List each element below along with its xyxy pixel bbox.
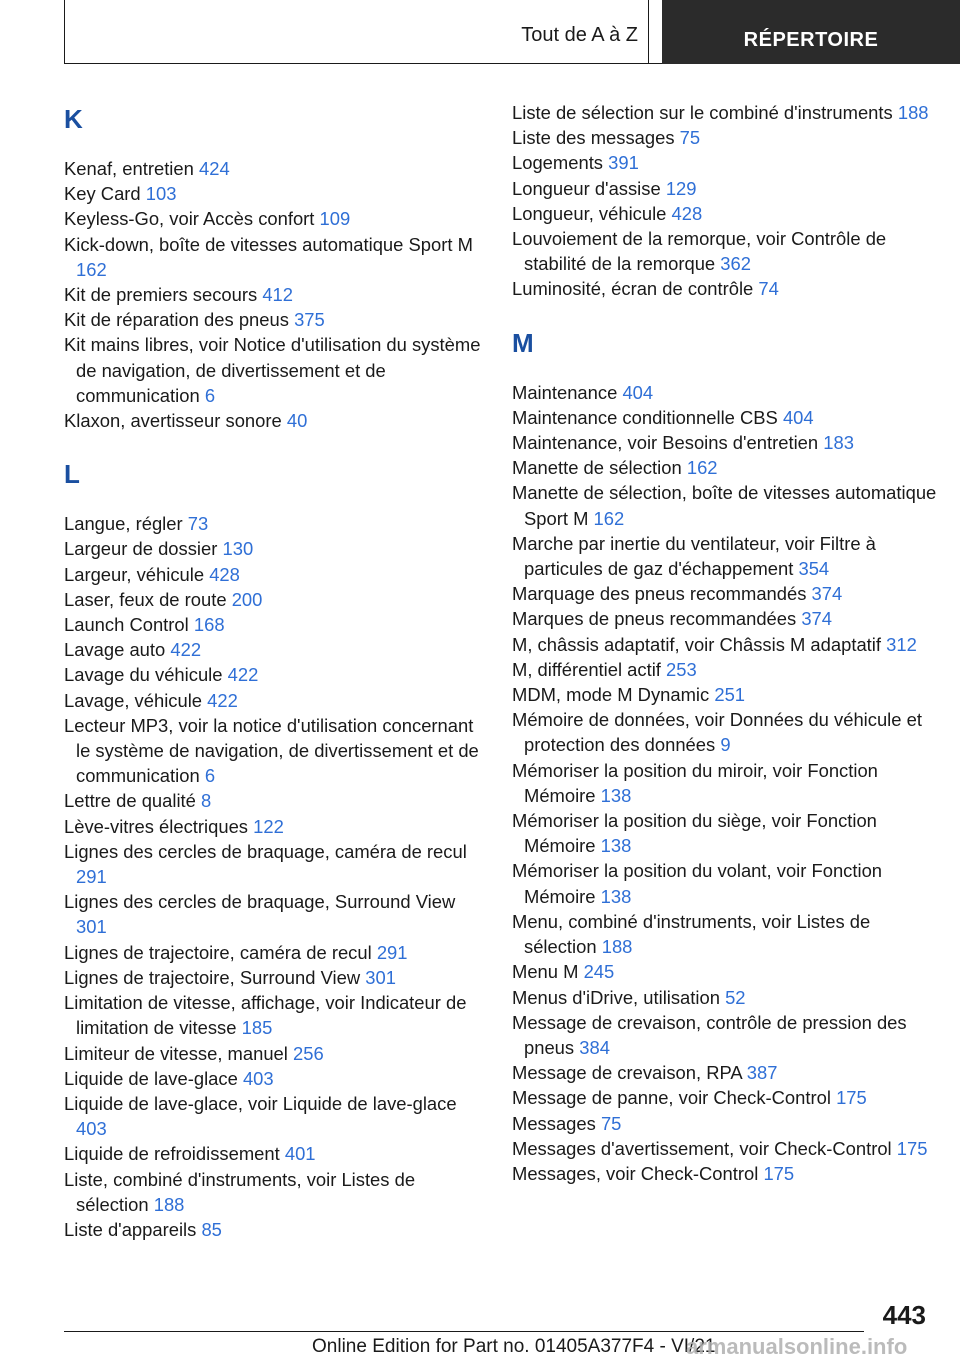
index-entry [512, 176, 942, 201]
index-entry-text: Marche par inertie du ventilateur, voir Filtre à particules de gaz d'échappement [512, 532, 876, 580]
index-entry [64, 1066, 484, 1091]
index-entry [64, 637, 484, 662]
index-entry [512, 1111, 942, 1136]
page-reference-link[interactable]: 103 [145, 183, 177, 205]
index-entry-text: Laser, feux de route [64, 588, 227, 610]
page-reference-link[interactable]: 40 [286, 410, 308, 432]
page-reference-link[interactable]: 401 [284, 1143, 316, 1165]
index-entry-text: Launch Control [64, 614, 189, 636]
index-entry-text: Lavage, véhicule [64, 689, 203, 711]
page-reference-link[interactable]: 129 [665, 177, 697, 199]
page-reference-link[interactable]: 375 [294, 309, 325, 331]
index-entry-text: Limiteur de vitesse, manuel [64, 1042, 288, 1064]
index-entry [64, 688, 484, 713]
page-reference-link[interactable]: 109 [319, 208, 351, 230]
page-reference-link[interactable]: 52 [725, 986, 746, 1008]
page-reference-link[interactable]: 256 [292, 1042, 324, 1064]
index-entry [512, 201, 942, 226]
page-reference-link[interactable]: 138 [600, 784, 632, 806]
page-reference-link[interactable]: 428 [671, 202, 703, 224]
index-entry-text: Menu, combiné d'instruments, voir Listes de sélection [512, 910, 871, 958]
index-entry-text: Message de crevaison, contrôle de pression des pneus [512, 1011, 907, 1058]
page-reference-link[interactable]: 428 [209, 563, 240, 585]
page-reference-link[interactable]: 85 [201, 1218, 222, 1240]
index-entry-text: Largeur de dossier [64, 538, 218, 560]
page-reference-link[interactable]: 301 [76, 916, 107, 938]
index-entry-text: Maintenance conditionnelle CBS [512, 406, 778, 428]
index-entry [512, 430, 942, 455]
header-rule-divider [648, 0, 649, 64]
index-entry-text: Messages [512, 1112, 596, 1134]
index-entry [512, 480, 942, 530]
page-reference-link[interactable]: 6 [204, 765, 216, 787]
page-reference-link[interactable]: 253 [666, 658, 697, 680]
index-entry-text: Menus d'iDrive, utilisation [512, 986, 720, 1008]
index-entry [512, 606, 942, 631]
page-reference-link[interactable]: 188 [601, 936, 633, 958]
index-entry-text: Liquide de lave-glace, voir Liquide de lave-glace [64, 1092, 457, 1114]
page-reference-link[interactable]: 362 [720, 253, 751, 275]
index-entry [64, 990, 484, 1040]
index-entry-text: Kit mains libres, voir Notice d'utilisation du système de navigation, de divertissement et de communication [64, 334, 481, 406]
page-reference-link[interactable]: 291 [376, 941, 408, 963]
index-entry [64, 1217, 484, 1242]
index-entry [64, 282, 484, 307]
index-entry [512, 1010, 942, 1060]
index-entry [512, 531, 942, 581]
index-entry-text: Liquide de refroidissement [64, 1143, 280, 1165]
index-entry [512, 455, 942, 480]
index-entry [512, 758, 942, 808]
index-entry-text: Marquage des pneus recommandés [512, 583, 807, 605]
index-entry [512, 100, 942, 125]
page-reference-link[interactable]: 9 [720, 734, 731, 756]
index-entry-text: Mémoriser la position du siège, voir Fonction Mémoire [512, 810, 877, 857]
index-entry [512, 808, 942, 858]
index-entry [512, 707, 942, 757]
page-reference-link[interactable]: 422 [170, 639, 202, 661]
page-reference-link[interactable]: 8 [201, 790, 212, 812]
index-entry-text: Mémoriser la position du volant, voir Fonction Mémoire [512, 860, 883, 907]
page-reference-link[interactable]: 74 [758, 278, 779, 300]
page-reference-link[interactable]: 183 [823, 432, 854, 454]
index-entry [512, 276, 942, 301]
header-rule-bottom [64, 63, 662, 64]
index-entry-text: Liquide de lave-glace [64, 1067, 238, 1089]
index-entry-text: MDM, mode M Dynamic [512, 684, 710, 706]
index-entry-text: Kenaf, entretien [64, 158, 194, 179]
index-entry [512, 1161, 942, 1186]
index-entry [512, 959, 942, 984]
page-reference-link[interactable]: 387 [746, 1062, 778, 1084]
index-entry-text: Lavage du véhicule [64, 664, 223, 686]
page-reference-link[interactable]: 168 [193, 614, 225, 636]
index-entry [64, 562, 484, 587]
index-entry-text: Kick-down, boîte de vitesses automatique Sport M [64, 233, 473, 255]
index-entry [64, 307, 484, 332]
page-reference-link[interactable]: 162 [76, 258, 107, 280]
page-reference-link[interactable]: 162 [593, 507, 625, 529]
page-reference-link[interactable]: 424 [198, 158, 230, 179]
watermark: armanualsonline.info [686, 1334, 908, 1359]
index-column-right [512, 100, 942, 1186]
index-entry [64, 232, 484, 282]
index-entry-text: Liste de sélection sur le combiné d'instruments [512, 102, 893, 123]
index-letter-heading: M [512, 327, 534, 358]
index-entry-text: Lignes des cercles de braquage, Surround View [64, 891, 456, 913]
index-entry-text: Manette de sélection [512, 457, 682, 479]
index-entry-text: Message de panne, voir Check-Control [512, 1087, 831, 1109]
index-entry-text: Largeur, véhicule [64, 563, 205, 585]
index-entry [512, 1060, 942, 1085]
page-reference-link[interactable]: 374 [811, 583, 843, 605]
page-reference-link[interactable]: 130 [222, 538, 254, 560]
index-entry [512, 682, 942, 707]
index-entry [64, 587, 484, 612]
page-reference-link[interactable]: 245 [583, 961, 615, 983]
page-reference-link[interactable]: 188 [897, 102, 929, 123]
index-entry-text: Mémoire de données, voir Données du véhicule et protection des données [512, 709, 922, 756]
index-entry-text: Lecteur MP3, voir la notice d'utilisation concernant le système de navigation, de divertissement et de communication [64, 714, 479, 787]
footer-rule [64, 1331, 864, 1332]
index-letter-heading: L [64, 459, 80, 490]
page-number: 443 [882, 1300, 926, 1330]
page-reference-link[interactable]: 175 [763, 1162, 795, 1184]
index-entry-text: Longueur d'assise [512, 177, 661, 199]
index-entry-text: Kit de réparation des pneus [64, 309, 289, 331]
index-entry [64, 408, 484, 433]
index-entry-text: M, châssis adaptatif, voir Châssis M adaptatif [512, 633, 881, 655]
index-entry-text: M, différentiel actif [512, 658, 661, 680]
index-entry-text: Lettre de qualité [64, 790, 196, 812]
index-entry [64, 839, 484, 889]
page-reference-link[interactable]: 403 [242, 1067, 274, 1089]
page-reference-link[interactable]: 200 [231, 588, 263, 610]
index-entry [64, 206, 484, 231]
index-entry [64, 814, 484, 839]
index-column-left [64, 100, 484, 1242]
index-entry-text: Louvoiement de la remorque, voir Contrôle de stabilité de la remorque [512, 228, 887, 275]
page-reference-link[interactable]: 301 [365, 966, 396, 988]
page-reference-link[interactable]: 162 [686, 457, 718, 479]
index-entry-text: Longueur, véhicule [512, 202, 667, 224]
index-entry-text: Key Card [64, 183, 141, 205]
index-entry [64, 662, 484, 687]
page-reference-link[interactable]: 138 [600, 885, 632, 907]
index-letter-heading: K [64, 104, 83, 134]
index-entry [512, 380, 942, 405]
index-entry-text: Marques de pneus recommandées [512, 608, 797, 630]
index-entry-text: Keyless-Go, voir Accès confort [64, 208, 315, 230]
page-reference-link[interactable]: 384 [579, 1036, 610, 1058]
page-reference-link[interactable]: 422 [227, 664, 259, 686]
page-reference-link[interactable]: 291 [76, 866, 107, 888]
index-entry [64, 156, 484, 181]
page-reference-link[interactable]: 403 [76, 1118, 107, 1140]
index-entry [512, 632, 942, 657]
header-rule-left [64, 0, 65, 64]
index-entry [64, 1141, 484, 1166]
index-entry-text: Message de crevaison, RPA [512, 1062, 742, 1084]
index-entry [64, 713, 484, 789]
index-entry [512, 909, 942, 959]
index-entry-text: Liste d'appareils [64, 1218, 197, 1240]
index-entry [64, 940, 484, 965]
index-entry-text: Lignes des cercles de braquage, caméra de recul [64, 840, 467, 862]
page-reference-link[interactable]: 374 [801, 608, 833, 630]
page-reference-link[interactable]: 312 [886, 633, 917, 655]
index-entry [512, 985, 942, 1010]
index-entry [512, 125, 942, 150]
page-reference-link[interactable]: 6 [204, 384, 216, 406]
index-entry-text: Messages d'avertissement, voir Check-Control [512, 1137, 892, 1159]
index-entry [512, 405, 942, 430]
index-entry-text: Klaxon, avertisseur sonore [64, 410, 282, 432]
page-reference-link[interactable]: 404 [622, 381, 654, 403]
page-reference-link[interactable]: 412 [262, 284, 293, 306]
page-reference-link[interactable]: 75 [679, 127, 701, 149]
page-reference-link[interactable]: 138 [600, 835, 632, 857]
index-entry-text: Maintenance [512, 381, 618, 403]
index-entry [64, 612, 484, 637]
index-entry [512, 150, 942, 175]
index-entry [64, 1167, 484, 1217]
index-entry [64, 965, 484, 990]
index-entry-text: Maintenance, voir Besoins d'entretien [512, 432, 819, 454]
index-entry [512, 226, 942, 276]
index-entry-text: Manette de sélection, boîte de vitesses automatique Sport M [512, 482, 937, 529]
index-entry [512, 1136, 942, 1161]
index-entry [64, 1091, 484, 1141]
index-entry-text: Langue, régler [64, 513, 183, 535]
page-reference-link[interactable]: 175 [836, 1087, 867, 1109]
index-entry [512, 657, 942, 682]
index-entry-text: Menu M [512, 961, 579, 983]
index-entry-text: Messages, voir Check-Control [512, 1162, 759, 1184]
page-reference-link[interactable]: 185 [241, 1017, 273, 1039]
page-reference-link[interactable]: 122 [253, 815, 284, 837]
index-entry-text: Lève-vitres électriques [64, 815, 248, 837]
index-entry-text: Luminosité, écran de contrôle [512, 278, 754, 300]
index-entry [512, 1085, 942, 1110]
page-reference-link[interactable]: 391 [608, 152, 639, 174]
index-entry-text: Liste, combiné d'instruments, voir Listes de sélection [64, 1168, 416, 1215]
page-reference-link[interactable]: 188 [153, 1193, 185, 1215]
page-reference-link[interactable]: 422 [207, 689, 238, 711]
index-entry [64, 889, 484, 939]
page-reference-link[interactable]: 251 [714, 684, 746, 706]
page-reference-link[interactable]: 73 [187, 513, 209, 535]
index-entry-text: Lavage auto [64, 639, 166, 661]
index-entry-text: Limitation de vitesse, affichage, voir Indicateur de limitation de vitesse [64, 992, 467, 1039]
page-reference-link[interactable]: 175 [896, 1137, 928, 1159]
index-entry [64, 511, 484, 536]
index-entry-text: Kit de premiers secours [64, 284, 258, 306]
index-entry [512, 581, 942, 606]
page-reference-link[interactable]: 75 [600, 1112, 622, 1134]
index-entry [64, 181, 484, 206]
index-entry-text: Lignes de trajectoire, caméra de recul [64, 941, 372, 963]
index-entry-text: Logements [512, 152, 603, 174]
index-entry [512, 858, 942, 908]
index-entry [64, 536, 484, 561]
index-entry [64, 1041, 484, 1066]
section-title: Tout de A à Z [521, 24, 638, 46]
chapter-tab-label: RÉPERTOIRE [743, 28, 879, 51]
page-reference-link[interactable]: 404 [782, 406, 814, 428]
index-entry [64, 788, 484, 813]
edition-note: Online Edition for Part no. 01405A377F4 - VI/21 [312, 1336, 716, 1357]
index-entry [64, 332, 484, 408]
index-entry-text: Lignes de trajectoire, Surround View [64, 966, 361, 988]
index-entry-text: Liste des messages [512, 127, 675, 149]
chapter-tab[interactable] [662, 0, 960, 64]
index-entry-text: Mémoriser la position du miroir, voir Fonction Mémoire [512, 759, 878, 806]
page-reference-link[interactable]: 354 [798, 558, 830, 580]
